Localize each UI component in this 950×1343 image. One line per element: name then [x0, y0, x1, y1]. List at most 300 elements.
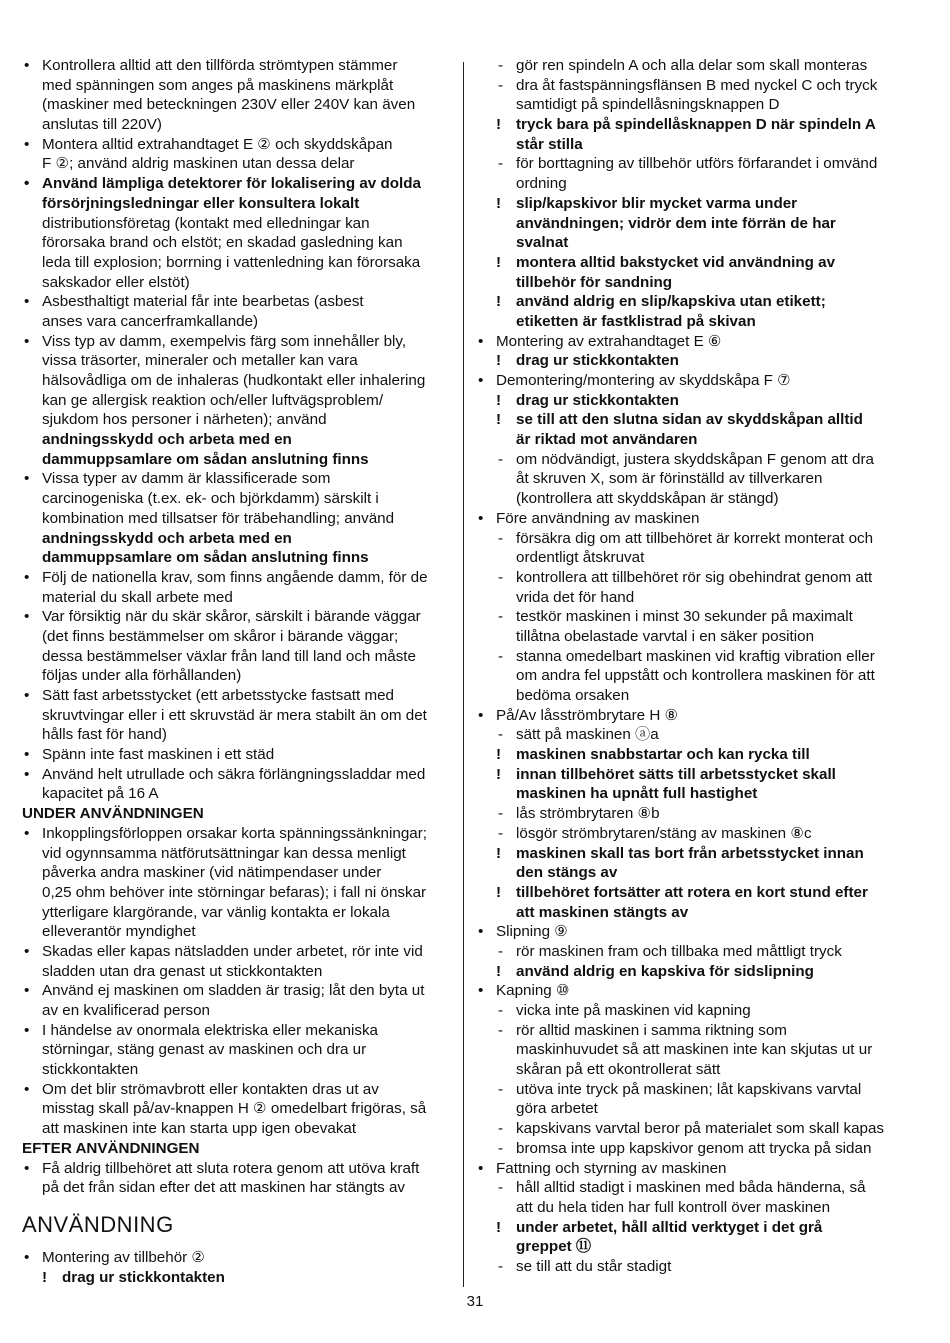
- text-line: [22, 253, 455, 273]
- line-text: På/Av låsströmbrytare H ⑧: [496, 706, 679, 724]
- line-text: slip/kapskivor blir mycket varma under: [516, 194, 798, 212]
- line-text: utöva inte tryck på maskinen; låt kapskivans varvtal: [516, 1080, 862, 1098]
- warning-item: [476, 410, 908, 430]
- text-line: [476, 174, 908, 194]
- warning-marker: !: [496, 765, 502, 783]
- line-text: Kapning ⑩: [496, 982, 570, 1000]
- text-line: [22, 627, 455, 647]
- line-text: kapskivans varvtal beror på materialet som skall kapas: [516, 1120, 885, 1138]
- bullet-item: [22, 1159, 455, 1179]
- bullet-marker: •: [24, 982, 30, 1000]
- line-text: distributionsföretag (kontakt med elledningar kan: [42, 214, 370, 232]
- text-line: [22, 430, 455, 450]
- bullet-item: [476, 981, 908, 1001]
- bullet-item: [22, 568, 455, 588]
- dash-marker: -: [498, 726, 504, 744]
- warning-item: [476, 962, 908, 982]
- text-line: [476, 1198, 908, 1218]
- line-text: vissa träsorter, mineraler och metaller kan vara: [42, 352, 358, 370]
- bullet-item: [476, 332, 908, 352]
- text-line: [22, 1178, 455, 1198]
- line-text: skåran på ett okontrollerat sätt: [516, 1061, 721, 1079]
- bullet-marker: •: [478, 923, 484, 941]
- line-text: att maskinen inte kan starta upp igen obevakat: [42, 1120, 357, 1138]
- dash-item: [476, 647, 908, 667]
- line-text: I händelse av onormala elektriska eller mekaniska: [42, 1021, 378, 1039]
- text-line: [22, 95, 455, 115]
- text-line: [22, 863, 455, 883]
- text-line: [476, 233, 908, 253]
- line-text: Få aldrig tillbehöret att sluta rotera genom att utöva kraft: [42, 1159, 420, 1177]
- line-text: med spänningen som anges på maskinens märkplåt: [42, 76, 394, 94]
- line-text: Använd lämpliga detektorer för lokalisering av dolda: [42, 175, 421, 193]
- line-text: (maskiner med beteckningen 230V eller 240V kan även: [42, 96, 416, 114]
- warning-marker: !: [496, 253, 502, 271]
- warning-marker: !: [496, 194, 502, 212]
- line-text: Demontering/montering av skyddskåpa F ⑦: [496, 372, 791, 389]
- line-text: sakskador eller elstöt): [42, 273, 190, 291]
- column-divider: [463, 62, 464, 1287]
- text-line: [22, 647, 455, 667]
- dash-item: [476, 56, 908, 76]
- line-text: håll alltid stadigt i maskinen med båda händerna, så: [516, 1179, 866, 1197]
- dash-item: [476, 1001, 908, 1021]
- bullet-item: [22, 1080, 455, 1100]
- dash-item: [476, 1119, 908, 1139]
- line-text: vicka inte på maskinen vid kapning: [516, 1002, 751, 1019]
- line-text: störningar, stäng genast av maskinen och dra ur: [42, 1041, 367, 1059]
- bullet-item: [22, 981, 455, 1001]
- warning-item: [476, 844, 908, 864]
- dash-marker: -: [498, 568, 504, 586]
- line-text: anses vara cancerframkallande): [42, 312, 259, 330]
- bullet-marker: •: [24, 568, 30, 586]
- line-text: maskinen snabbstartar och kan rycka till: [516, 746, 810, 764]
- line-text: följas under alla förhållanden): [42, 667, 242, 685]
- line-text: Asbesthaltigt material får inte bearbetas (asbest: [42, 293, 364, 311]
- warning-marker: !: [496, 1218, 502, 1236]
- dash-marker: -: [498, 57, 504, 74]
- line-text: av en kvalificerad person: [42, 1002, 210, 1019]
- text-line: [476, 312, 908, 332]
- text-line: [22, 844, 455, 864]
- bullet-item: [22, 135, 455, 155]
- text-line: [22, 1119, 455, 1139]
- line-text: Viss typ av damm, exempelvis färg som innehåller bly,: [42, 332, 407, 350]
- text-line: [476, 469, 908, 489]
- warning-item: [476, 883, 908, 903]
- line-text: kapacitet på 16 A: [42, 785, 159, 803]
- text-line: [476, 1060, 908, 1080]
- text-line: [22, 903, 455, 923]
- bullet-marker: •: [478, 706, 484, 724]
- line-text: om nödvändigt, justera skyddskåpan F genom att dra: [516, 450, 874, 468]
- line-text: innan tillbehöret sätts till arbetsstycket skall: [516, 765, 836, 783]
- bullet-marker: •: [478, 982, 484, 1000]
- section-heading: [22, 804, 455, 824]
- dash-marker: -: [498, 76, 504, 94]
- line-text: stickkontakten: [42, 1061, 139, 1079]
- text-line: [476, 489, 908, 509]
- text-line: [22, 233, 455, 253]
- dash-item: [476, 804, 908, 824]
- bullet-marker: •: [24, 135, 30, 153]
- text-line: [476, 548, 908, 568]
- dash-item: [476, 725, 908, 745]
- line-text: skruvtvingar eller i ett skruvstäd är mera stabilt än om det: [42, 706, 427, 724]
- line-text: sladden utan dra genast ut stickkontakten: [42, 962, 323, 980]
- text-line: [476, 588, 908, 608]
- line-text: Montering av tillbehör ②: [42, 1248, 206, 1266]
- line-text: hälsovådliga om de inhaleras (hudkontakt eller inhalering: [42, 372, 426, 389]
- dash-marker: -: [498, 942, 504, 960]
- bullet-item: [476, 706, 908, 726]
- text-line: [22, 883, 455, 903]
- dash-marker: -: [498, 647, 504, 665]
- line-text: rör alltid maskinen i samma riktning som: [516, 1021, 787, 1039]
- dash-marker: -: [498, 1021, 504, 1039]
- line-text: att maskinen stängts av: [516, 903, 689, 921]
- bullet-marker: •: [24, 824, 30, 842]
- line-text: att du hela tiden har full kontroll över maskinen: [516, 1198, 831, 1216]
- line-text: Fattning och styrning av maskinen: [496, 1159, 727, 1177]
- line-text: andningsskydd och arbeta med en: [42, 431, 292, 449]
- line-text: Inkopplingsförloppen orsakar korta spänningssänkningar;: [42, 824, 427, 842]
- text-line: [22, 214, 455, 234]
- bullet-marker: •: [24, 1080, 30, 1098]
- line-text: (det finns bestämmelser om skåror i bärande väggar;: [42, 627, 399, 645]
- warning-marker: !: [496, 883, 502, 901]
- line-text: göra arbetet: [516, 1100, 598, 1118]
- line-text: carcinogeniska (t.ex. ek- och björkdamm) särskilt i: [42, 490, 379, 508]
- text-line: [22, 76, 455, 96]
- line-text: samtidigt på spindellåsningsknappen D: [516, 96, 780, 114]
- dash-item: [476, 154, 908, 174]
- bullet-marker: •: [24, 470, 30, 488]
- bullet-marker: •: [24, 942, 30, 960]
- bullet-marker: •: [478, 509, 484, 527]
- bullet-item: [22, 686, 455, 706]
- dash-item: [476, 529, 908, 549]
- bullet-marker: •: [24, 608, 30, 626]
- text-line: [476, 430, 908, 450]
- line-text: Montera alltid extrahandtaget E ② och skyddskåpan: [42, 135, 393, 153]
- bullet-marker: •: [24, 175, 30, 193]
- warning-item: [476, 194, 908, 214]
- line-text: (kontrollera att skyddskåpan är stängd): [516, 490, 779, 508]
- line-text: kombination med tillsatser för träbehandling; använd: [42, 509, 395, 527]
- text-line: [22, 194, 455, 214]
- text-line: [476, 863, 908, 883]
- bullet-item: [476, 371, 908, 391]
- warning-marker: !: [42, 1268, 48, 1286]
- line-text: använd aldrig en slip/kapskiva utan etikett;: [516, 293, 826, 311]
- text-line: [476, 627, 908, 647]
- line-text: Kontrollera alltid att den tillförda strömtypen stämmer: [42, 57, 398, 74]
- dash-item: [476, 1080, 908, 1100]
- text-line: [476, 95, 908, 115]
- line-text: tryck bara på spindellåsknappen D när spindeln A: [516, 116, 876, 134]
- text-line: [22, 1099, 455, 1119]
- bullet-item: [22, 607, 455, 627]
- bullet-item: [22, 292, 455, 312]
- text-line: [22, 706, 455, 726]
- bullet-item: [476, 509, 908, 529]
- line-text: etiketten är fastklistrad på skivan: [516, 312, 756, 330]
- line-text: förorsaka brand och elstöt; en skadad gasledning kan: [42, 234, 403, 252]
- text-line: [22, 371, 455, 391]
- bullet-item: [476, 922, 908, 942]
- line-text: på det från sidan efter det att maskinen har stängts av: [42, 1179, 406, 1197]
- line-text: ANVÄNDNING: [22, 1211, 174, 1237]
- warning-item: [476, 1218, 908, 1238]
- dash-item: [476, 76, 908, 96]
- bullet-item: [476, 1159, 908, 1179]
- line-text: dammuppsamlare om sådan anslutning finns: [42, 549, 369, 567]
- line-text: drag ur stickkontakten: [62, 1268, 225, 1286]
- warning-item: [476, 391, 908, 411]
- line-text: tillbehöret fortsätter att rotera en kort stund efter: [516, 883, 868, 901]
- bullet-marker: •: [24, 1248, 30, 1266]
- text-line: [22, 588, 455, 608]
- bullet-item: [22, 824, 455, 844]
- line-text: UNDER ANVÄNDNINGEN: [22, 805, 204, 823]
- dash-item: [476, 824, 908, 844]
- dash-item: [476, 1139, 908, 1159]
- bullet-item: [22, 469, 455, 489]
- text-line: [476, 135, 908, 155]
- line-text: är riktad mot användaren: [516, 431, 698, 449]
- dash-marker: -: [498, 529, 504, 547]
- line-text: Vissa typer av damm är klassificerade som: [42, 470, 331, 488]
- text-line: [22, 273, 455, 293]
- text-line: [22, 1060, 455, 1080]
- warning-marker: !: [496, 844, 502, 862]
- dash-marker: -: [498, 1139, 504, 1157]
- line-text: bromsa inte upp kapskivor genom att trycka på sidan: [516, 1139, 872, 1157]
- warning-marker: !: [496, 746, 502, 764]
- line-text: ordentligt åtskruvat: [516, 549, 645, 567]
- dash-item: [476, 568, 908, 588]
- line-text: Före användning av maskinen: [496, 509, 700, 527]
- line-text: lås strömbrytaren ⑧b: [516, 805, 660, 823]
- text-line: [22, 548, 455, 568]
- line-text: tillbehör för sandning: [516, 273, 673, 291]
- bullet-marker: •: [24, 687, 30, 704]
- bullet-item: [22, 765, 455, 785]
- line-text: maskinen ha upnått full hastighet: [516, 785, 758, 803]
- bullet-marker: •: [24, 293, 30, 311]
- dash-marker: -: [498, 1179, 504, 1197]
- line-text: dra åt fastspänningsflänsen B med nyckel C och tryck: [516, 76, 878, 94]
- line-text: om andra fel uppstått och kontrollera maskinen för att: [516, 667, 875, 685]
- dash-marker: -: [498, 1120, 504, 1138]
- text-line: [476, 784, 908, 804]
- line-text: lösgör strömbrytaren/stäng av maskinen ⑧c: [516, 824, 812, 842]
- dash-marker: -: [498, 1257, 504, 1275]
- bullet-item: [22, 1248, 455, 1268]
- text-line: [22, 725, 455, 745]
- line-text: står stilla: [516, 135, 583, 153]
- line-text: för borttagning av tillbehör utförs förfarandet i omvänd: [516, 155, 878, 173]
- bullet-item: [22, 942, 455, 962]
- bullet-marker: •: [24, 765, 30, 783]
- dash-marker: -: [498, 450, 504, 468]
- right-column: [476, 56, 908, 1277]
- text-line: [476, 1237, 908, 1257]
- dash-item: [476, 607, 908, 627]
- line-text: Spänn inte fast maskinen i ett städ: [42, 746, 275, 764]
- bullet-item: [22, 56, 455, 76]
- dash-marker: -: [498, 805, 504, 823]
- bullet-marker: •: [478, 332, 484, 350]
- bullet-marker: •: [24, 1159, 30, 1177]
- line-text: Använd ej maskinen om sladden är trasig; låt den byta ut: [42, 982, 425, 1000]
- bullet-marker: •: [24, 332, 30, 350]
- text-line: [22, 962, 455, 982]
- dash-marker: -: [498, 608, 504, 626]
- line-text: material du skall arbete med: [42, 588, 233, 606]
- warning-marker: !: [496, 116, 502, 134]
- text-line: [476, 903, 908, 923]
- warning-item: [476, 292, 908, 312]
- line-text: rör maskinen fram och tillbaka med måttligt tryck: [516, 942, 842, 960]
- line-text: användningen; vidrör dem inte förrän de har: [516, 214, 836, 232]
- dash-marker: -: [498, 155, 504, 173]
- line-text: gör ren spindeln A och alla delar som skall monteras: [516, 57, 868, 74]
- dash-item: [476, 1178, 908, 1198]
- line-text: under arbetet, håll alltid verktyget i det grå: [516, 1218, 823, 1236]
- line-text: elleverantör myndighet: [42, 923, 196, 941]
- line-text: dessa bestämmelser växlar från land till land och måste: [42, 647, 416, 665]
- bullet-item: [22, 1021, 455, 1041]
- line-text: försäkra dig om att tillbehöret är korrekt monterat och: [516, 529, 874, 547]
- text-line: [22, 529, 455, 549]
- text-line: [476, 1040, 908, 1060]
- line-text: ytterligare klargörande, var vänlig kontakta er lokala: [42, 903, 390, 921]
- warning-marker: !: [496, 962, 502, 980]
- warning-item: [22, 1268, 455, 1288]
- line-text: kan ge allergisk reaktion och/eller luftvägsproblem/: [42, 391, 384, 409]
- line-text: maskinhuvudet så att maskinen inte kan skjutas ut ur: [516, 1041, 873, 1059]
- bullet-marker: •: [478, 372, 484, 389]
- line-text: se till att du står stadigt: [516, 1257, 672, 1275]
- line-text: testkör maskinen i minst 30 sekunder på maximalt: [516, 608, 853, 626]
- line-text: anslutas till 220V): [42, 116, 162, 134]
- line-text: vrida det för hand: [516, 588, 635, 606]
- warning-marker: !: [496, 411, 502, 429]
- text-line: [476, 273, 908, 293]
- line-text: åt skruven X, som är förinställd av tillverkaren: [516, 470, 823, 488]
- bullet-item: [22, 745, 455, 765]
- line-text: se till att den slutna sidan av skyddskåpan alltid: [516, 411, 863, 429]
- text-line: [22, 922, 455, 942]
- line-text: maskinen skall tas bort från arbetsstycket innan: [516, 844, 864, 862]
- warning-marker: !: [496, 352, 502, 370]
- text-line: [22, 666, 455, 686]
- text-line: [22, 784, 455, 804]
- line-text: påverka andra maskiner (vid nätimpendaser under: [42, 864, 382, 882]
- line-text: Använd helt utrullade och säkra förlängningssladdar med: [42, 765, 426, 783]
- line-text: leda till explosion; borrning i vattenledning kan förorsaka: [42, 253, 421, 271]
- bullet-item: [22, 174, 455, 194]
- bullet-marker: •: [24, 1021, 30, 1039]
- line-text: sätt på maskinen ⓐa: [516, 726, 659, 744]
- line-text: 0,25 ohm behöver inte störningar befaras); i fall ni önskar: [42, 883, 427, 901]
- line-text: Montering av extrahandtaget E ⑥: [496, 332, 722, 350]
- warning-item: [476, 351, 908, 371]
- line-text: greppet ⑪: [516, 1238, 592, 1256]
- line-text: kontrollera att tillbehöret rör sig obehindrat genom att: [516, 568, 873, 586]
- page-number: 31: [466, 1293, 484, 1310]
- dash-item: [476, 1021, 908, 1041]
- dash-item: [476, 1257, 908, 1277]
- left-column: [22, 56, 455, 1287]
- warning-item: [476, 745, 908, 765]
- dash-marker: -: [498, 824, 504, 842]
- text-line: [22, 509, 455, 529]
- section-heading: [22, 1139, 455, 1159]
- text-line: [476, 214, 908, 234]
- line-text: dammuppsamlare om sådan anslutning finns: [42, 450, 369, 468]
- bullet-marker: •: [24, 57, 30, 74]
- line-text: Om det blir strömavbrott eller kontakten dras ut av: [42, 1080, 379, 1098]
- line-text: Skadas eller kapas nätsladden under arbetet, rör inte vid: [42, 942, 423, 960]
- bullet-marker: •: [24, 746, 30, 764]
- text-line: [22, 489, 455, 509]
- line-text: bedöma orsaken: [516, 687, 630, 704]
- warning-item: [476, 115, 908, 135]
- line-text: F ②; använd aldrig maskinen utan dessa delar: [42, 155, 355, 173]
- line-text: EFTER ANVÄNDNINGEN: [22, 1139, 200, 1157]
- line-text: den stängs av: [516, 864, 618, 882]
- text-line: [22, 1001, 455, 1021]
- text-line: [22, 351, 455, 371]
- text-line: [22, 410, 455, 430]
- warning-item: [476, 253, 908, 273]
- line-text: Var försiktig när du skär skåror, särskilt i bärande väggar: [42, 608, 421, 626]
- bullet-marker: •: [478, 1159, 484, 1177]
- dash-marker: -: [498, 1080, 504, 1098]
- dash-item: [476, 450, 908, 470]
- line-text: drag ur stickkontakten: [516, 391, 679, 409]
- text-line: [22, 450, 455, 470]
- warning-item: [476, 765, 908, 785]
- line-text: försörjningsledningar eller konsultera lokalt: [42, 194, 360, 212]
- text-line: [22, 391, 455, 411]
- text-line: [476, 666, 908, 686]
- text-line: [22, 312, 455, 332]
- line-text: Sätt fast arbetsstycket (ett arbetsstycke fastsatt med: [42, 687, 394, 704]
- line-text: ordning: [516, 175, 567, 193]
- text-line: [22, 1040, 455, 1060]
- line-text: Följ de nationella krav, som finns angående damm, för de: [42, 568, 428, 586]
- line-text: montera alltid bakstycket vid användning av: [516, 253, 836, 271]
- line-text: stanna omedelbart maskinen vid kraftig vibration eller: [516, 647, 875, 665]
- text-line: [476, 686, 908, 706]
- warning-marker: !: [496, 391, 502, 409]
- text-line: [22, 154, 455, 174]
- line-text: andningsskydd och arbeta med en: [42, 529, 292, 547]
- line-text: hålls fast för hand): [42, 726, 167, 744]
- line-text: sjukdom hos personer i närheten); använd: [42, 411, 327, 429]
- text-line: [22, 115, 455, 135]
- line-text: drag ur stickkontakten: [516, 352, 679, 370]
- dash-marker: -: [498, 1002, 504, 1019]
- warning-marker: !: [496, 293, 502, 311]
- chapter-heading: [22, 1210, 455, 1240]
- text-line: [476, 1099, 908, 1119]
